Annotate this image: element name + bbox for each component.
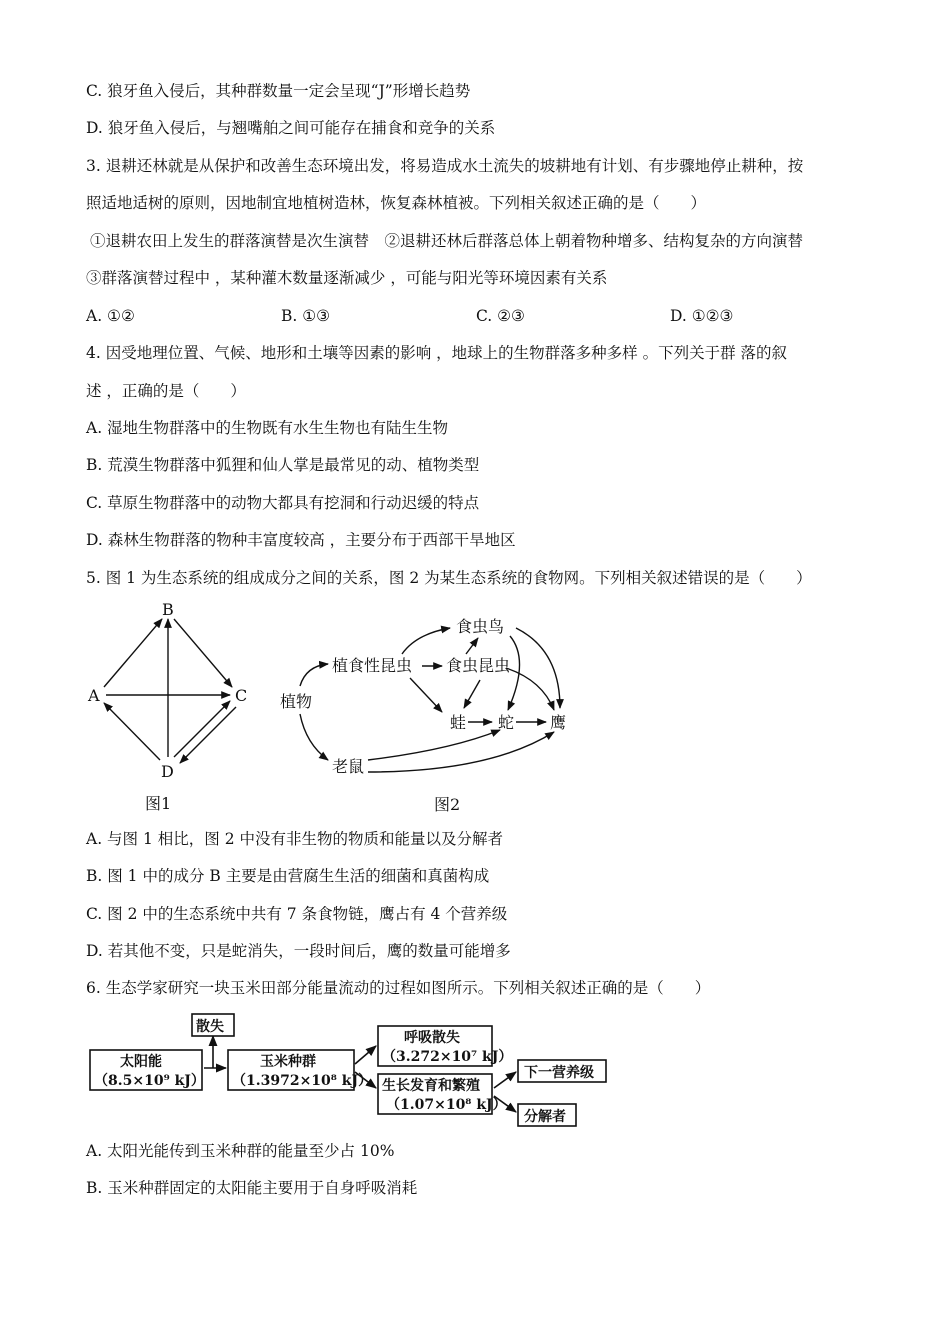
- arrow-mouse-to-eagle: [368, 732, 554, 772]
- fig1-node-a: A: [88, 686, 100, 705]
- scatter-label: 散失: [196, 1019, 224, 1035]
- arrow-insect-to-frog: [464, 680, 480, 708]
- arrow-insect-to-eagle: [506, 668, 554, 710]
- arrow-d-to-a: [104, 703, 160, 760]
- arrow-c-to-d: [180, 707, 236, 763]
- energy-flow-diagram: [86, 1012, 616, 1130]
- q3-statements-line2: ③群落演替过程中 ，某种灌木数量逐渐减少 ，可能与阳光等环境因素有关系: [86, 269, 608, 287]
- arrow-d-to-c: [174, 701, 230, 757]
- q6-option-a: A. 太阳光能传到玉米种群的能量至少占 10%: [86, 1142, 395, 1160]
- fig2-node-insect-bird: 食虫鸟: [456, 617, 505, 636]
- arrow-herb-to-bird: [402, 628, 450, 654]
- q4-stem-line2: 述 ，正确的是（ ）: [86, 382, 246, 400]
- arrow-corn-to-respiration: [355, 1046, 376, 1064]
- q5-option-a: A. 与图 1 相比，图 2 中没有非生物的物质和能量以及分解者: [86, 830, 503, 848]
- q3-option-a: A. ①②: [86, 307, 135, 325]
- q2-option-c: C. 狼牙鱼入侵后，其种群数量一定会呈现“J”形增长趋势: [86, 82, 471, 100]
- decomposer-label: 分解者: [524, 1109, 566, 1125]
- q3-option-d: D. ①②③: [670, 307, 734, 325]
- corn-value: （1.3972×10⁸ kJ）: [232, 1073, 373, 1089]
- fig2-node-herb-insect: 植食性昆虫: [332, 656, 413, 675]
- q5-stem: 5. 图 1 为生态系统的组成成分之间的关系，图 2 为某生态系统的食物网。下列相关叙述错误的是（ ）: [86, 569, 812, 587]
- q3-option-b: B. ①③: [281, 307, 331, 325]
- sun-value: （8.5×10⁹ kJ）: [94, 1073, 205, 1089]
- arrow-b-to-c: [174, 619, 232, 687]
- corn-name: 玉米种群: [260, 1054, 316, 1070]
- q2-option-d: D. 狼牙鱼入侵后，与翘嘴舶之间可能存在捕食和竞争的关系: [86, 119, 496, 137]
- fig1-node-d: D: [161, 762, 174, 781]
- q4-option-d: D. 森林生物群落的物种丰富度较高 ，主要分布于西部干旱地区: [86, 531, 516, 549]
- q3-stem-line1: 3. 退耕还林就是从保护和改善生态环境出发，将易造成水土流失的坡耕地有计划、有步骤地停止耕种，按: [86, 157, 804, 175]
- arrow-herb-to-frog: [410, 678, 442, 712]
- q4-option-b: B. 荒漠生物群落中狐狸和仙人掌是最常见的动、植物类型: [86, 456, 480, 474]
- sun-name: 太阳能: [120, 1054, 162, 1070]
- fig2-node-snake: 蛇: [498, 713, 515, 732]
- fig1-caption: 图1: [145, 794, 172, 813]
- q3-option-c: C. ②③: [476, 307, 525, 325]
- q4-option-c: C. 草原生物群落中的动物大都具有挖洞和行动迟缓的特点: [86, 494, 480, 512]
- arrow-plant-to-herb-insect: [300, 664, 328, 686]
- growth-value: （1.07×10⁸ kJ）: [386, 1097, 507, 1113]
- q5-option-d: D. 若其他不变，只是蛇消失，一段时间后，鹰的数量可能增多: [86, 942, 511, 960]
- fig2-node-mouse: 老鼠: [332, 757, 365, 776]
- fig2-node-eagle: 鹰: [550, 713, 567, 732]
- next-level-label: 下一营养级: [524, 1065, 594, 1081]
- q5-option-b: B. 图 1 中的成分 B 主要是由营腐生生活的细菌和真菌构成: [86, 867, 490, 885]
- q6-stem: 6. 生态学家研究一块玉米田部分能量流动的过程如图所示。下列相关叙述正确的是（ ）: [86, 979, 711, 997]
- arrow-plant-to-mouse: [300, 714, 328, 760]
- fig2-node-plant: 植物: [280, 692, 313, 711]
- respiration-value: （3.272×10⁷ kJ）: [382, 1049, 513, 1065]
- q6-option-b: B. 玉米种群固定的太阳能主要用于自身呼吸消耗: [86, 1179, 418, 1197]
- arrow-mouse-to-snake: [368, 730, 500, 760]
- q3-statements-line1: ①退耕农田上发生的群落演替是次生演替 ②退耕还林后群落总体上朝着物种增多、结构复杂的方向演替: [90, 232, 804, 250]
- arrow-insect-to-bird: [466, 638, 478, 654]
- arrow-a-to-b: [104, 619, 162, 687]
- fig2-caption: 图2: [434, 795, 461, 814]
- q3-stem-line2: 照适地适树的原则，因地制宜地植树造林，恢复森林植被。下列相关叙述正确的是（ ）: [86, 194, 707, 212]
- q4-option-a: A. 湿地生物群落中的生物既有水生生物也有陆生生物: [86, 419, 449, 437]
- arrow-bird-to-eagle: [516, 628, 560, 708]
- fig2-node-insect-insect: 食虫昆虫: [446, 656, 511, 675]
- fig2-node-frog: 蛙: [450, 713, 467, 732]
- fig1-node-c: C: [235, 686, 248, 705]
- growth-name: 生长发育和繁殖: [382, 1078, 480, 1094]
- fig1-node-b: B: [162, 600, 174, 619]
- figure-2-food-web: [270, 600, 580, 820]
- respiration-name: 呼吸散失: [404, 1030, 460, 1046]
- q4-stem-line1: 4. 因受地理位置、气候、地形和土壤等因素的影响 ，地球上的生物群落多种多样 。下列关于群 落的叙: [86, 344, 787, 362]
- q5-option-c: C. 图 2 中的生态系统中共有 7 条食物链，鹰占有 4 个营养级: [86, 905, 508, 923]
- arrow-growth-to-next-level: [494, 1072, 516, 1088]
- figure-1-diagram: [80, 595, 270, 820]
